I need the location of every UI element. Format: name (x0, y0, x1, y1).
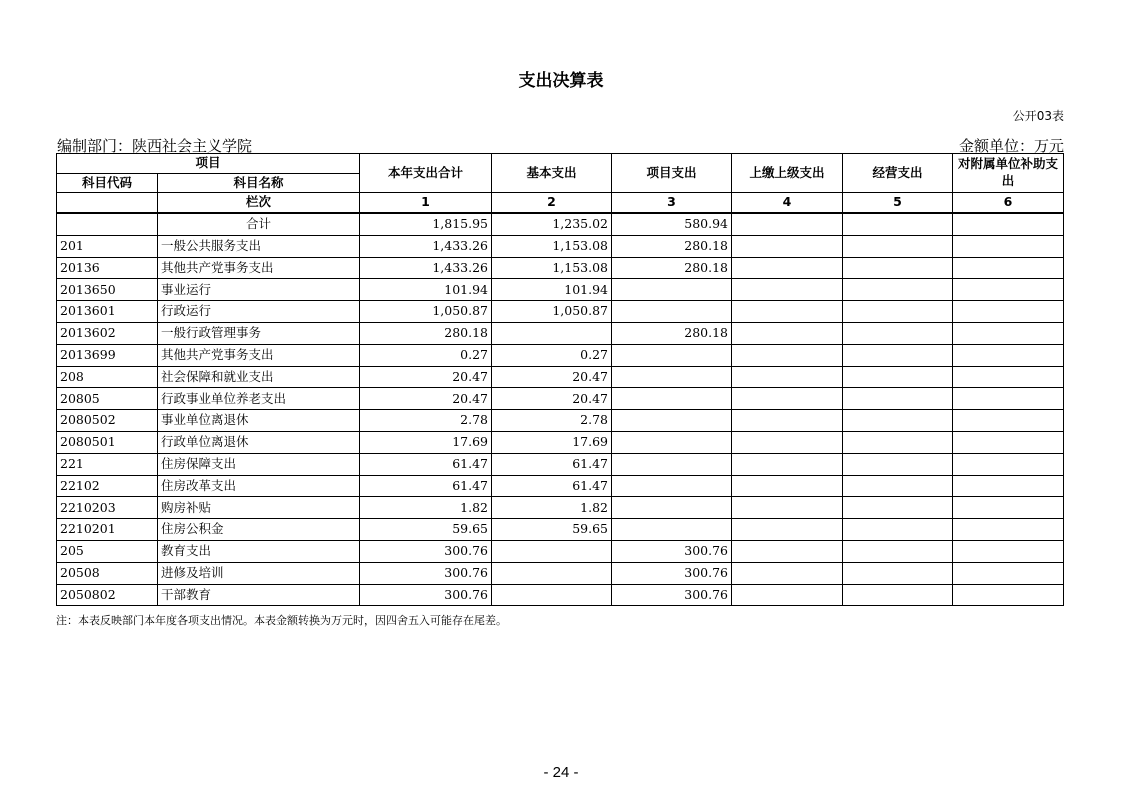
header-basic: 基本支出 (492, 154, 612, 193)
cell-total: 300.76 (360, 562, 492, 584)
row-code: 2013601 (57, 301, 158, 323)
cell-basic: 0.27 (492, 344, 612, 366)
page-number: - 24 - (543, 764, 579, 781)
row-code: 20805 (57, 388, 158, 410)
header-blank (57, 193, 158, 214)
cell-subsidy (953, 410, 1064, 432)
cell-upper (732, 213, 843, 235)
row-name: 一般行政管理事务 (158, 322, 360, 344)
cell-business (843, 213, 953, 235)
table-row (57, 453, 1064, 475)
form-code: 公开03表 (1012, 109, 1064, 123)
cell-total: 280.18 (360, 322, 492, 344)
cell-upper (732, 475, 843, 497)
row-name: 行政事业单位养老支出 (158, 388, 360, 410)
cell-upper (732, 344, 843, 366)
cell-project: 580.94 (612, 213, 732, 235)
cell-subsidy (953, 519, 1064, 541)
row-name: 其他共产党事务支出 (158, 257, 360, 279)
row-name: 事业单位离退休 (158, 410, 360, 432)
cell-basic: 2.78 (492, 410, 612, 432)
cell-project: 300.76 (612, 562, 732, 584)
cell-total: 17.69 (360, 431, 492, 453)
cell-project (612, 410, 732, 432)
row-name: 事业运行 (158, 279, 360, 301)
cell-business (843, 410, 953, 432)
col-number: 6 (953, 193, 1064, 214)
row-name: 购房补贴 (158, 497, 360, 519)
cell-total: 61.47 (360, 453, 492, 475)
cell-subsidy (953, 279, 1064, 301)
cell-project (612, 388, 732, 410)
cell-subsidy (953, 344, 1064, 366)
cell-business (843, 584, 953, 606)
cell-subsidy (953, 431, 1064, 453)
row-code: 208 (57, 366, 158, 388)
cell-total: 300.76 (360, 540, 492, 562)
cell-subsidy (953, 584, 1064, 606)
cell-subsidy (953, 540, 1064, 562)
header-upper: 上缴上级支出 (732, 154, 843, 193)
cell-business (843, 562, 953, 584)
cell-upper (732, 540, 843, 562)
table-row (57, 519, 1064, 541)
cell-basic: 20.47 (492, 366, 612, 388)
cell-basic: 61.47 (492, 453, 612, 475)
table-body (57, 213, 1064, 606)
cell-upper (732, 431, 843, 453)
table-row (57, 279, 1064, 301)
cell-basic: 101.94 (492, 279, 612, 301)
row-name: 住房改革支出 (158, 475, 360, 497)
cell-total: 0.27 (360, 344, 492, 366)
cell-upper (732, 366, 843, 388)
row-code: 2013602 (57, 322, 158, 344)
cell-upper (732, 497, 843, 519)
cell-upper (732, 584, 843, 606)
cell-total: 59.65 (360, 519, 492, 541)
cell-upper (732, 453, 843, 475)
cell-subsidy (953, 235, 1064, 257)
table-row (57, 584, 1064, 606)
table-row (57, 257, 1064, 279)
header-row-label: 栏次 (158, 193, 360, 214)
row-name: 住房公积金 (158, 519, 360, 541)
cell-total: 1.82 (360, 497, 492, 519)
cell-total: 61.47 (360, 475, 492, 497)
cell-project (612, 366, 732, 388)
cell-basic: 17.69 (492, 431, 612, 453)
cell-total: 2.78 (360, 410, 492, 432)
cell-business (843, 497, 953, 519)
cell-basic: 61.47 (492, 475, 612, 497)
table-row (57, 366, 1064, 388)
cell-project: 280.18 (612, 235, 732, 257)
cell-basic (492, 562, 612, 584)
cell-subsidy (953, 388, 1064, 410)
row-code: 221 (57, 453, 158, 475)
cell-project (612, 344, 732, 366)
cell-subsidy (953, 301, 1064, 323)
cell-project (612, 519, 732, 541)
cell-subsidy (953, 453, 1064, 475)
table-row (57, 431, 1064, 453)
table-note: 注：本表反映部门本年度各项支出情况。本表金额转换为万元时，因四舍五入可能存在尾差。 (56, 614, 507, 627)
cell-subsidy (953, 213, 1064, 235)
row-code: 2080501 (57, 431, 158, 453)
cell-subsidy (953, 366, 1064, 388)
row-name: 行政运行 (158, 301, 360, 323)
row-code: 2050802 (57, 584, 158, 606)
cell-total: 20.47 (360, 388, 492, 410)
row-code: 2080502 (57, 410, 158, 432)
col-number: 1 (360, 193, 492, 214)
cell-basic (492, 540, 612, 562)
table-row (57, 213, 1064, 235)
cell-subsidy (953, 497, 1064, 519)
header-project-expenditure: 项目支出 (612, 154, 732, 193)
table-row (57, 475, 1064, 497)
cell-upper (732, 322, 843, 344)
header-code: 科目代码 (57, 174, 158, 193)
table-row (57, 497, 1064, 519)
cell-subsidy (953, 475, 1064, 497)
header-subsidy: 对附属单位补助支出 (953, 154, 1064, 193)
row-name: 社会保障和就业支出 (158, 366, 360, 388)
row-name: 干部教育 (158, 584, 360, 606)
cell-business (843, 431, 953, 453)
cell-subsidy (953, 257, 1064, 279)
cell-project: 280.18 (612, 322, 732, 344)
row-name: 教育支出 (158, 540, 360, 562)
table-row (57, 301, 1064, 323)
cell-upper (732, 410, 843, 432)
row-name: 行政单位离退休 (158, 431, 360, 453)
cell-business (843, 388, 953, 410)
cell-total: 1,050.87 (360, 301, 492, 323)
cell-upper (732, 279, 843, 301)
row-code: 20508 (57, 562, 158, 584)
row-code: 2013699 (57, 344, 158, 366)
row-code (57, 213, 158, 235)
table-row (57, 322, 1064, 344)
cell-project: 280.18 (612, 257, 732, 279)
row-code: 2013650 (57, 279, 158, 301)
header-project: 项目 (57, 154, 360, 174)
row-code: 2210203 (57, 497, 158, 519)
cell-basic (492, 584, 612, 606)
department-label: 编制部门：陕西社会主义学院 (57, 137, 253, 155)
cell-basic: 59.65 (492, 519, 612, 541)
cell-total: 101.94 (360, 279, 492, 301)
row-name: 其他共产党事务支出 (158, 344, 360, 366)
cell-business (843, 453, 953, 475)
cell-project (612, 279, 732, 301)
cell-upper (732, 235, 843, 257)
cell-business (843, 540, 953, 562)
cell-basic: 1,050.87 (492, 301, 612, 323)
row-code: 2210201 (57, 519, 158, 541)
row-code: 205 (57, 540, 158, 562)
cell-basic: 1.82 (492, 497, 612, 519)
cell-upper (732, 257, 843, 279)
cell-basic (492, 322, 612, 344)
cell-business (843, 344, 953, 366)
cell-basic: 1,235.02 (492, 213, 612, 235)
header-business: 经营支出 (843, 154, 953, 193)
cell-business (843, 235, 953, 257)
cell-project (612, 475, 732, 497)
row-name: 住房保障支出 (158, 453, 360, 475)
table-row (57, 388, 1064, 410)
cell-total: 300.76 (360, 584, 492, 606)
cell-business (843, 519, 953, 541)
cell-project: 300.76 (612, 540, 732, 562)
cell-total: 1,433.26 (360, 257, 492, 279)
col-number: 4 (732, 193, 843, 214)
row-name: 进修及培训 (158, 562, 360, 584)
col-number: 3 (612, 193, 732, 214)
cell-project (612, 453, 732, 475)
table-row (57, 540, 1064, 562)
table-row (57, 410, 1064, 432)
cell-total: 1,433.26 (360, 235, 492, 257)
cell-total: 20.47 (360, 366, 492, 388)
unit-label: 金额单位：万元 (958, 137, 1064, 155)
table-row (57, 344, 1064, 366)
cell-subsidy (953, 562, 1064, 584)
cell-business (843, 301, 953, 323)
header-total: 本年支出合计 (360, 154, 492, 193)
table-row (57, 562, 1064, 584)
cell-upper (732, 301, 843, 323)
row-name: 一般公共服务支出 (158, 235, 360, 257)
table-row (57, 235, 1064, 257)
row-code: 22102 (57, 475, 158, 497)
cell-total: 1,815.95 (360, 213, 492, 235)
row-code: 20136 (57, 257, 158, 279)
cell-project: 300.76 (612, 584, 732, 606)
cell-basic: 1,153.08 (492, 235, 612, 257)
cell-project (612, 497, 732, 519)
cell-business (843, 366, 953, 388)
col-number: 2 (492, 193, 612, 214)
col-number: 5 (843, 193, 953, 214)
expenditure-table (56, 153, 1064, 606)
cell-upper (732, 519, 843, 541)
cell-business (843, 322, 953, 344)
row-name: 合计 (158, 213, 360, 235)
cell-subsidy (953, 322, 1064, 344)
page-title: 支出决算表 (518, 71, 604, 91)
row-code: 201 (57, 235, 158, 257)
cell-project (612, 301, 732, 323)
cell-business (843, 475, 953, 497)
cell-upper (732, 388, 843, 410)
header-name: 科目名称 (158, 174, 360, 193)
cell-business (843, 257, 953, 279)
cell-business (843, 279, 953, 301)
cell-basic: 20.47 (492, 388, 612, 410)
cell-project (612, 431, 732, 453)
cell-basic: 1,153.08 (492, 257, 612, 279)
cell-upper (732, 562, 843, 584)
